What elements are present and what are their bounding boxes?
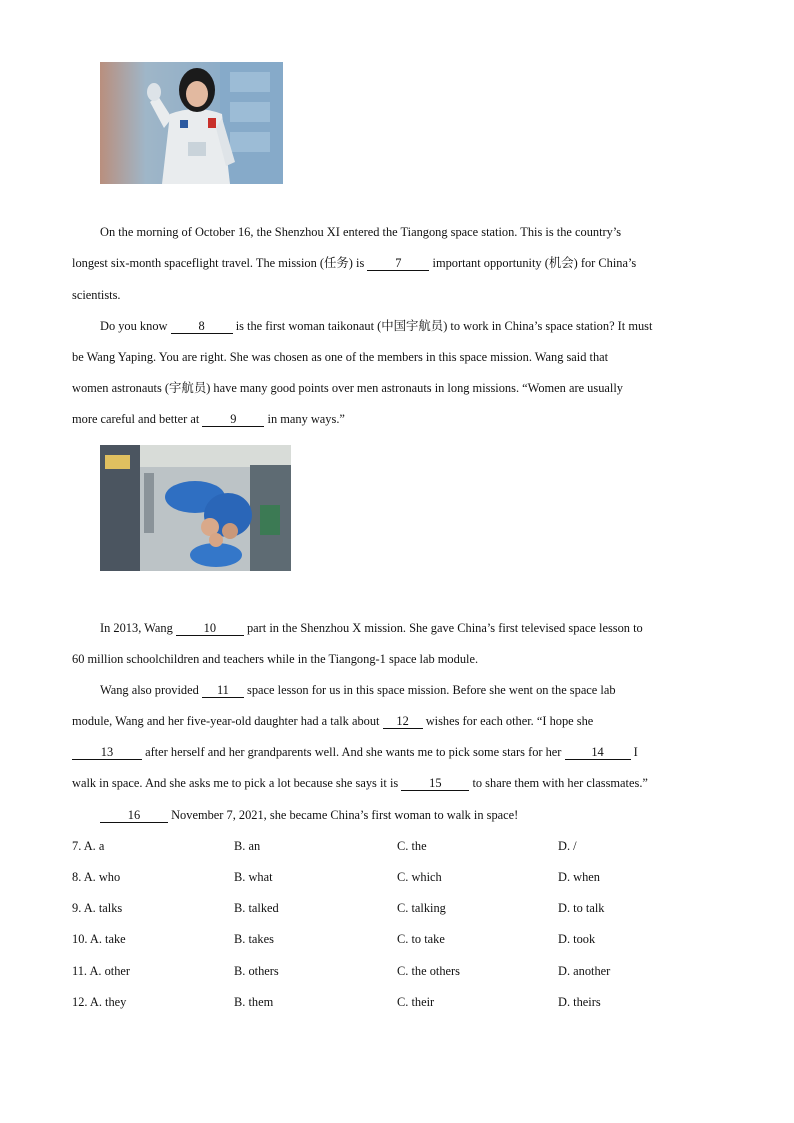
option-d: D. / — [558, 839, 577, 853]
blank-9: 9 — [202, 413, 264, 427]
blank-16: 16 — [100, 809, 168, 823]
option-b: B. talked — [234, 901, 279, 915]
option-d: D. to talk — [558, 901, 605, 915]
passage-line: Do you know 8 is the first woman taikonaut (中国宇航员) to work in China’s space station? It must — [100, 319, 653, 333]
passage-line: be Wang Yaping. You are right. She was chosen as one of the members in this space mission. Wang said that — [72, 350, 609, 364]
option-a: 10. A. take — [72, 932, 126, 946]
blank-11: 11 — [202, 684, 244, 698]
passage-line: women astronauts (宇航员) have many good points over men astronauts in long missions. “Women are usually — [72, 381, 623, 395]
passage-line: Wang also provided 11 space lesson for us in this space mission. Before she went on the space lab — [100, 683, 616, 697]
option-d: D. another — [558, 964, 611, 978]
passage-line: scientists. — [72, 288, 121, 302]
passage-line: On the morning of October 16, the Shenzhou XI entered the Tiangong space station. This is the country’s — [100, 225, 622, 239]
blank-10: 10 — [176, 622, 244, 636]
option-c: C. their — [397, 995, 435, 1009]
blank-8: 8 — [171, 320, 233, 334]
passage-line: more careful and better at 9 in many ways.” — [72, 412, 345, 426]
option-d: D. when — [558, 870, 600, 884]
option-a: 9. A. talks — [72, 901, 123, 915]
option-d: D. took — [558, 932, 596, 946]
passage-line: 16 November 7, 2021, she became China’s first woman to walk in space! — [100, 807, 518, 823]
option-c: C. the others — [397, 964, 460, 978]
passage-line: module, Wang and her five-year-old daughter had a talk about 12 wishes for each other. “I hope she — [72, 714, 594, 728]
option-d: D. theirs — [558, 995, 601, 1009]
option-c: C. to take — [397, 932, 445, 946]
passage-line: 13 after herself and her grandparents well. And she wants me to pick some stars for her 14 I — [72, 744, 638, 760]
blank-14: 14 — [565, 746, 631, 760]
passage-line: 60 million schoolchildren and teachers while in the Tiangong-1 space lab module. — [72, 652, 479, 666]
option-b: B. what — [234, 870, 273, 884]
option-c: C. the — [397, 839, 427, 853]
option-c: C. which — [397, 870, 442, 884]
option-a: 12. A. they — [72, 995, 127, 1009]
passage-line: longest six-month spaceflight travel. The mission (任务) is 7 important opportunity (机会) for China’s — [72, 256, 637, 270]
option-a: 7. A. a — [72, 839, 105, 853]
option-b: B. takes — [234, 932, 274, 946]
astronaut-photo — [100, 62, 283, 184]
blank-13: 13 — [72, 746, 142, 760]
passage-line: walk in space. And she asks me to pick a lot because she says it is 15 to share them with her classmates.” — [72, 776, 648, 790]
passage-line: In 2013, Wang 10 part in the Shenzhou X mission. She gave China’s first televised space lesson to — [100, 621, 643, 635]
blank-7: 7 — [367, 257, 429, 271]
option-b: B. an — [234, 839, 261, 853]
option-c: C. talking — [397, 901, 446, 915]
blank-15: 15 — [401, 777, 469, 791]
option-b: B. others — [234, 964, 279, 978]
option-a: 8. A. who — [72, 870, 121, 884]
option-b: B. them — [234, 995, 274, 1009]
option-a: 11. A. other — [72, 964, 131, 978]
blank-12: 12 — [383, 715, 423, 729]
crew-photo — [100, 445, 291, 571]
